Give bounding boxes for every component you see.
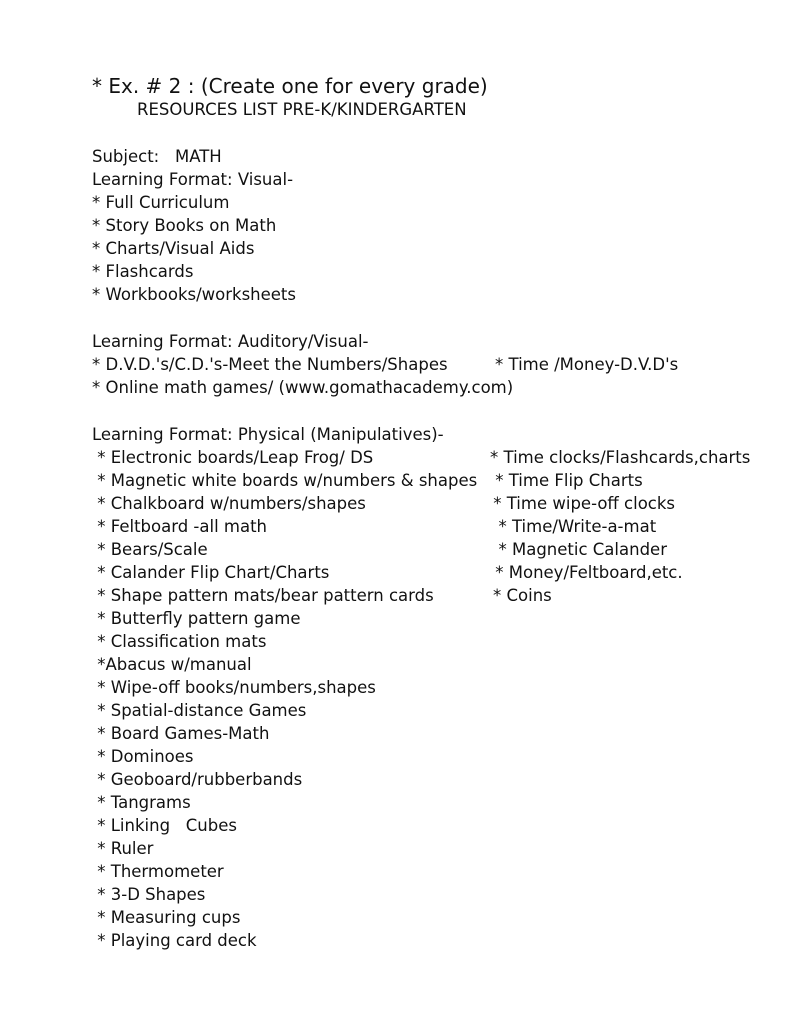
visual-item: * Story Books on Math xyxy=(92,216,277,235)
physical-item: * Playing card deck xyxy=(92,931,257,950)
page-subtitle: RESOURCES LIST PRE-K/KINDERGARTEN xyxy=(137,100,467,119)
physical-item: * Butterfly pattern game xyxy=(92,609,301,628)
auditory-item: * Online math games/ (www.gomathacademy.com) xyxy=(92,378,514,397)
physical-item: * Board Games-Math xyxy=(92,724,270,743)
auditory-item: * D.V.D.'s/C.D.'s-Meet the Numbers/Shapes xyxy=(92,355,448,374)
physical-item: * Wipe-off books/numbers,shapes xyxy=(92,678,376,697)
physical-item-right: * Time wipe-off clocks xyxy=(488,494,676,513)
auditory-heading: Learning Format: Auditory/Visual- xyxy=(92,332,369,351)
physical-item: * Ruler xyxy=(92,839,154,858)
physical-item: * Electronic boards/Leap Frog/ DS xyxy=(92,448,374,467)
physical-item: * 3-D Shapes xyxy=(92,885,206,904)
physical-item: * Geoboard/rubberbands xyxy=(92,770,303,789)
physical-item-right: * Time Flip Charts xyxy=(490,471,643,490)
physical-item: * Chalkboard w/numbers/shapes xyxy=(92,494,366,513)
physical-item: * Feltboard -all math xyxy=(92,517,268,536)
physical-heading: Learning Format: Physical (Manipulatives)- xyxy=(92,425,444,444)
physical-item-right: * Money/Feltboard,etc. xyxy=(490,563,683,582)
physical-item: * Magnetic white boards w/numbers & shapes xyxy=(92,471,478,490)
physical-item: *Abacus w/manual xyxy=(92,655,252,674)
physical-item: * Bears/Scale xyxy=(92,540,208,559)
physical-item: * Measuring cups xyxy=(92,908,241,927)
visual-item: * Full Curriculum xyxy=(92,193,230,212)
auditory-item-right: * Time /Money-D.V.D's xyxy=(495,355,679,374)
physical-item-right: * Magnetic Calander xyxy=(488,540,667,559)
subject-line: Subject: MATH xyxy=(92,147,222,166)
page-title: * Ex. # 2 : (Create one for every grade) xyxy=(92,74,488,98)
physical-item: * Spatial-distance Games xyxy=(92,701,307,720)
physical-item-right: * Coins xyxy=(493,586,552,605)
physical-item-right: * Time/Write-a-mat xyxy=(488,517,657,536)
physical-item-right: * Time clocks/Flashcards,charts xyxy=(490,448,751,467)
visual-item: * Charts/Visual Aids xyxy=(92,239,255,258)
visual-item: * Flashcards xyxy=(92,262,194,281)
visual-heading: Learning Format: Visual- xyxy=(92,170,294,189)
physical-item: * Classification mats xyxy=(92,632,267,651)
physical-item: * Thermometer xyxy=(92,862,224,881)
physical-item: * Dominoes xyxy=(92,747,194,766)
physical-item: * Linking Cubes xyxy=(92,816,237,835)
visual-item: * Workbooks/worksheets xyxy=(92,285,297,304)
physical-item: * Tangrams xyxy=(92,793,191,812)
physical-item: * Calander Flip Chart/Charts xyxy=(92,563,330,582)
physical-item: * Shape pattern mats/bear pattern cards xyxy=(92,586,434,605)
